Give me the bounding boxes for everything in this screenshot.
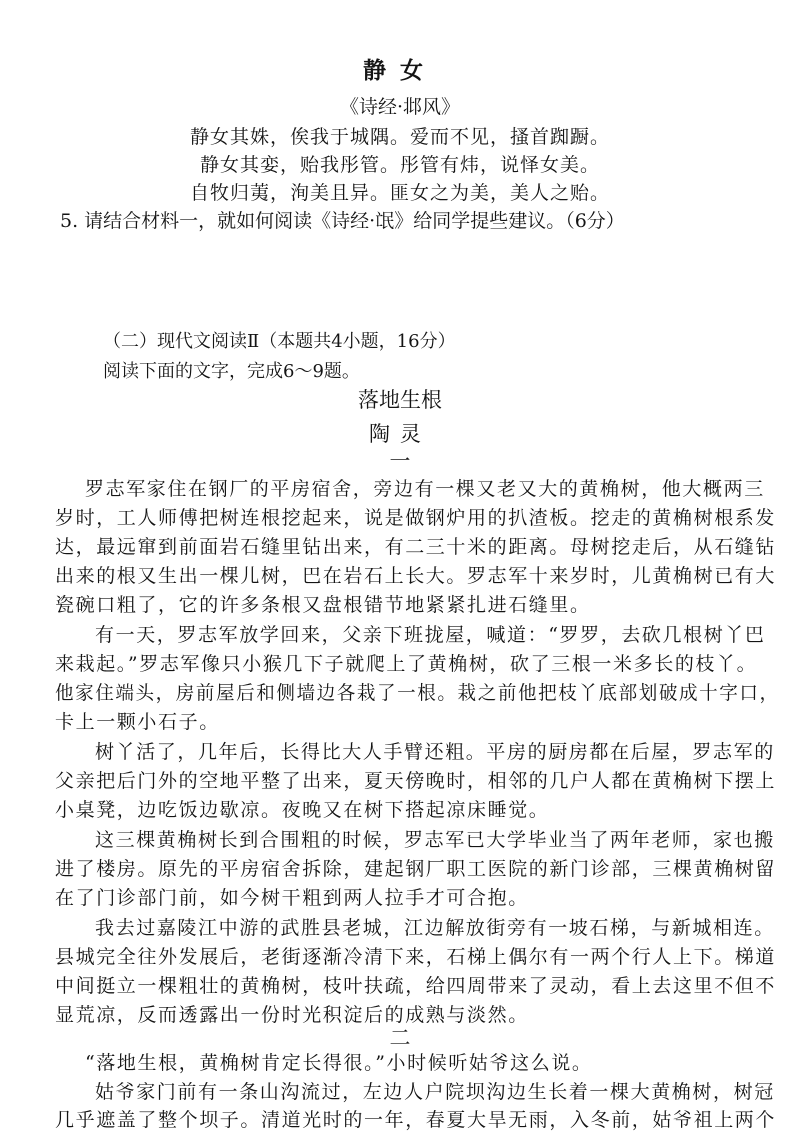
poem-line: 静女其姝，俟我于城隅。爱而不见，搔首踟蹰。 [189, 126, 610, 148]
paragraph-line: 几乎遮盖了整个坝子。清道光时的一年，春夏大旱无雨，入冬前，姑爷祖上两个 [55, 1109, 777, 1131]
paragraph-line: 我去过嘉陵江中游的武胜县老城，江边解放街旁有一坡石梯，与新城相连。 [95, 917, 775, 939]
paragraph-line: 父亲把后门外的空地平整了出来，夏天傍晚时，相邻的几户人都在黄桷树下摆上 [55, 770, 777, 792]
poem-source: 《诗经·邶风》 [339, 96, 461, 118]
paragraph-line: 显荒凉，反而透露出一份时光积淀后的成熟与淡然。 [55, 1004, 529, 1026]
paragraph-line: 出来的根又生出一棵儿树，巴在岩石上长大。罗志军十来岁时，儿黄桷树已有大 [55, 565, 777, 587]
section-heading: （二）现代文阅读Ⅱ（本题共4小题，16分） [103, 331, 456, 352]
paragraph-line: 他家住端头，房前屋后和侧墙边各栽了一根。栽之前他把枝丫底部划破成十字口， [55, 682, 780, 704]
question-5: 5. 请结合材料一，就如何阅读《诗经·氓》给同学提些建议。（6分） [60, 210, 625, 232]
part-marker-1: 一 [389, 449, 411, 473]
part-marker-2: 二 [389, 1026, 411, 1050]
paragraph-line: 有一天，罗志军放学回来，父亲下班拢屋，喊道：“罗罗，去砍几根树丫巴 [95, 624, 766, 646]
paragraph-line: 树丫活了，几年后，长得比大人手臂还粗。平房的厨房都在后屋，罗志军的 [95, 741, 775, 763]
paragraph-line: 县城完全往外发展后，老街逐渐冷清下来，石梯上偶尔有一两个行人上下。梯道 [55, 946, 777, 968]
paragraph-line: 达，最远窜到前面岩石缝里钻出来，有二三十米的距离。母树挖走后，从石缝钻 [55, 536, 777, 558]
paragraph-line: 瓷碗口粗了，它的许多条根又盘根错节地紧紧扎进石缝里。 [55, 594, 591, 616]
paragraph-line: 岁时，工人师傅把树连根挖起来，说是做钢炉用的扒渣板。挖走的黄桷树根系发 [55, 507, 777, 529]
paragraph-line: 中间挺立一棵粗壮的黄桷树，枝叶扶疏，给四周带来了灵动，看上去这里不但不 [55, 975, 777, 997]
paragraph-line: 这三棵黄桷树长到合围粗的时候，罗志军已大学毕业当了两年老师，家也搬 [95, 829, 775, 851]
section-instruction: 阅读下面的文字，完成6～9题。 [103, 361, 360, 382]
article-author: 陶灵 [369, 422, 431, 446]
paragraph-line: 小桌凳，边吃饭边歇凉。夜晚又在树下搭起凉床睡觉。 [55, 799, 550, 821]
paragraph-line: 来栽起。”罗志军像只小猴几下子就爬上了黄桷树，砍了三根一米多长的枝丫。 [55, 653, 758, 675]
poem-title: 静女 [363, 57, 437, 84]
paragraph-line: 卡上一颗小石子。 [55, 711, 220, 733]
poem-line: 静女其娈，贻我彤管。彤管有炜，说怿女美。 [199, 154, 600, 176]
paragraph-line: 在了门诊部门前，如今树干粗到两人拉手才可合抱。 [55, 887, 529, 909]
poem-line: 自牧归荑，洵美且异。匪女之为美，美人之贻。 [189, 182, 610, 204]
paragraph-line: 罗志军家住在钢厂的平房宿舍，旁边有一棵又老又大的黄桷树，他大概两三 [85, 478, 765, 500]
paragraph-line: 进了楼房。原先的平房宿舍拆除，建起钢厂职工医院的新门诊部，三棵黄桷树留 [55, 858, 777, 880]
paragraph-line: “落地生根，黄桷树肯定长得很。”小时候听姑爷这么说。 [85, 1052, 593, 1074]
article-title: 落地生根 [358, 388, 442, 412]
paragraph-line: 姑爷家门前有一条山沟流过，左边人户院坝沟边生长着一棵大黄桷树，树冠 [95, 1081, 775, 1103]
